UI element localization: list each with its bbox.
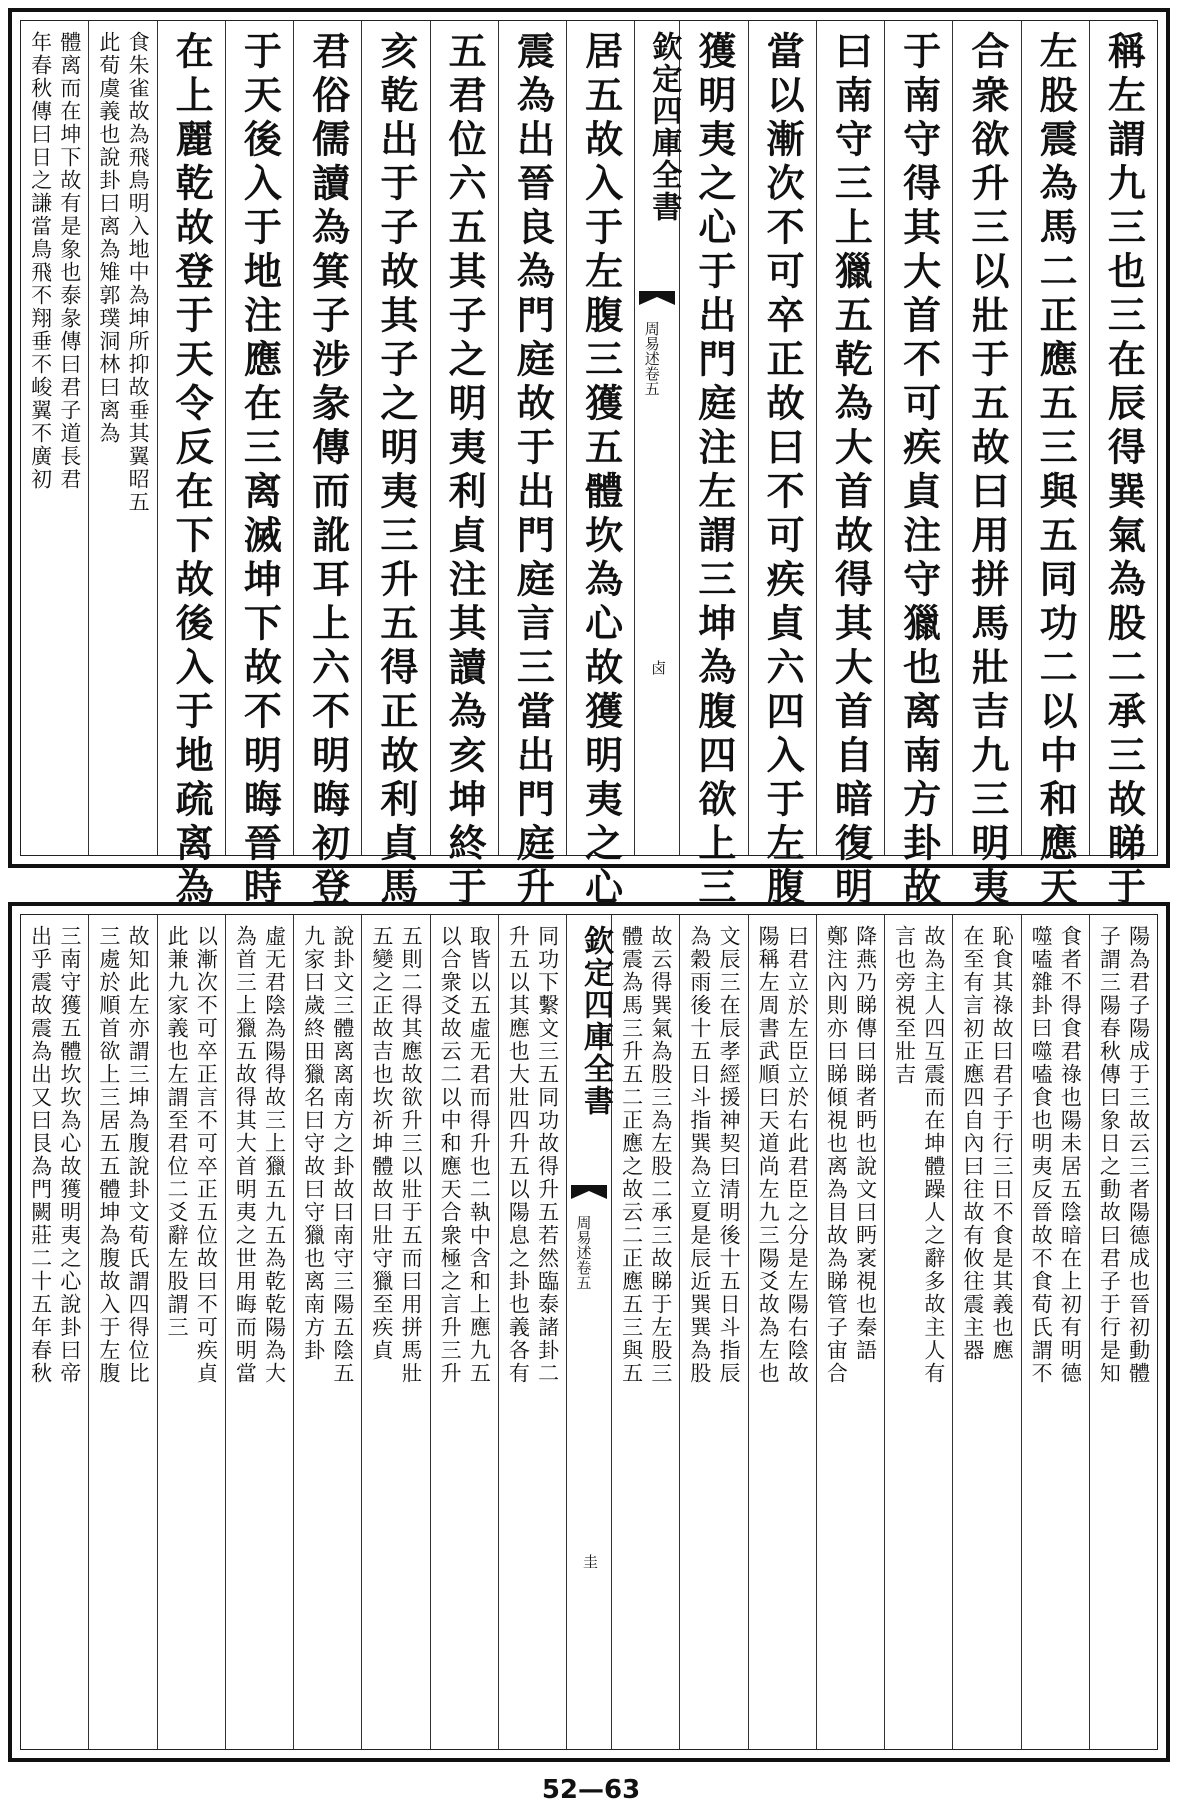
text-column (884, 21, 952, 911)
center-fold (634, 21, 682, 855)
fishtail-mark-icon (571, 1185, 607, 1207)
main-text-line: 在上麗乾故登于天令反在下故後入于地疏离為 (169, 31, 215, 911)
text-column (21, 21, 88, 855)
commentary-line: 此荀虞義也說卦曰离為雉郭璞洞林曰离為 (96, 31, 121, 445)
commentary-line: 以漸次不可卒正言不可卒正五位故曰不可疾貞 (194, 925, 219, 1385)
commentary-line: 恥食其祿故曰君子于行三日不食是其義也應 (990, 925, 1015, 1362)
main-text-line: 左股震為馬二正應五三與五同功二以中和應天 (1033, 31, 1079, 911)
commentary-line: 同功下繫文三五同功故得升五若然臨泰諸卦二 (535, 925, 560, 1385)
commentary-line: 年春秋傳曰日之謙當鳥飛不翔垂不峻翼不廣初 (28, 31, 53, 491)
main-text-line: 獲明夷之心于出門庭注左謂三坤為腹四欲上三 (691, 31, 737, 911)
text-column (430, 915, 498, 1749)
text-column (293, 21, 361, 911)
commentary-line: 文辰三在辰孝經援神契曰清明後十五日斗指辰 (717, 925, 742, 1385)
lower-page (8, 902, 1170, 1762)
commentary-line: 體震為馬三升五二正應之故云二正應五三與五 (619, 925, 644, 1385)
page-number: 52—63 (541, 1775, 641, 1805)
upper-columns (21, 21, 1157, 911)
text-column (952, 21, 1020, 911)
commentary-line: 鄭注內則亦曰睇傾視也离為目故為睇管子宙合 (824, 925, 849, 1385)
commentary-line: 言也旁視至壯吉 (892, 925, 917, 1086)
collection-title: 欽定四庫全書 (646, 31, 682, 223)
text-column (361, 915, 429, 1749)
commentary-line: 噬嗑雜卦曰噬嗑食也明夷反晉故不食荀氏謂不 (1029, 925, 1054, 1385)
text-column (952, 915, 1020, 1749)
commentary-line: 陽為君子陽成于三故云三者陽德成也晉初動體 (1126, 925, 1151, 1385)
text-column (748, 915, 816, 1749)
text-column (88, 21, 156, 855)
center-fold (566, 915, 611, 1749)
text-column (1021, 915, 1089, 1749)
commentary-line: 以合衆爻故云二以中和應天合衆極之言升三升 (438, 925, 463, 1385)
volume-label: 卷五 (642, 366, 661, 396)
book-title: 周易述 (642, 321, 661, 366)
text-column (225, 915, 293, 1749)
folio-number: 卤 (649, 660, 668, 675)
text-column (611, 915, 679, 1749)
commentary-line: 體离而在坤下故有是象也泰彖傳曰君子道長君 (57, 31, 82, 491)
commentary-line: 為穀雨後十五日斗指巽為立夏是辰近巽巽為股 (687, 925, 712, 1385)
lower-frame (20, 914, 1158, 1750)
text-column (884, 915, 952, 1749)
commentary-line: 為首三上獵五故得其大首明夷之世用晦而明當 (233, 925, 258, 1385)
upper-frame (20, 20, 1158, 911)
upper-page (8, 8, 1170, 911)
volume-label: 卷五 (574, 1260, 593, 1290)
lower-columns (21, 915, 1157, 1749)
commentary-line: 升五以其應也大壯四升五以陽息之卦也義各有 (506, 925, 531, 1385)
commentary-line: 五則二得其應故欲升三以壯于五而曰用拼馬壯 (399, 925, 424, 1385)
text-column (816, 21, 884, 911)
book-and-volume (575, 1215, 592, 1290)
main-text-line: 合衆欲升三以壯于五故曰用拼馬壯吉九三明夷 (964, 31, 1010, 911)
commentary-line: 三處於順首欲上三居五五體坤為腹故入于左腹 (96, 925, 121, 1385)
text-column (361, 21, 429, 911)
commentary-line: 九家曰歲終田獵名曰守故曰守獵也离南方卦 (301, 925, 326, 1362)
commentary-line: 降燕乃睇傳曰睇者眄也說文曰眄衺視也秦語 (853, 925, 878, 1362)
text-column (88, 915, 156, 1749)
commentary-line: 虛无君陰為陽得故三上獵五九五為乾乾陽為大 (262, 925, 287, 1385)
commentary-line: 在至有言初正應四自內曰往故有攸往震主器 (960, 925, 985, 1362)
main-text-line: 震為出晉良為門庭故于出門庭言三當出門庭升 (510, 31, 556, 911)
text-column (498, 915, 566, 1749)
fishtail-mark-icon (639, 291, 675, 313)
text-column (1089, 915, 1157, 1749)
text-column (225, 21, 293, 911)
commentary-line: 出乎震故震為出又曰艮為門闕莊二十五年春秋 (28, 925, 53, 1385)
main-text-line: 當以漸次不可卒正故曰不可疾貞六四入于左腹 (760, 31, 806, 911)
commentary-line: 五變之正故吉也坎祈坤體故曰壯守獵至疾貞 (369, 925, 394, 1362)
book-title: 周易述 (574, 1215, 593, 1260)
text-column (1021, 21, 1089, 911)
text-column (157, 915, 225, 1749)
text-column (816, 915, 884, 1749)
main-text-line: 稱左謂九三也三在辰得巽氣為股二承三故睇于 (1101, 31, 1147, 911)
commentary-line: 此兼九家義也左謂至君位二爻辭左股謂三 (165, 925, 190, 1339)
text-column (748, 21, 816, 911)
commentary-line: 曰君立於左臣立於右此君臣之分是左陽右陰故 (785, 925, 810, 1385)
text-column (157, 21, 225, 911)
text-column (1089, 21, 1157, 911)
main-text-line: 君俗儒讀為箕子涉彖傳而訛耳上六不明晦初登 (305, 31, 351, 911)
folio-number: 圭 (581, 1554, 599, 1569)
collection-title: 欽定四庫全書 (578, 925, 613, 1117)
main-text-line: 五君位六五其子之明夷利貞注其讀為亥坤終于 (442, 31, 488, 911)
main-text-line: 于天後入于地注應在三离滅坤下故不明晦晉時 (237, 31, 283, 911)
text-column (21, 915, 88, 1749)
main-text-line: 于南守得其大首不可疾貞注守獵也离南方卦故 (896, 31, 942, 911)
commentary-line: 故知此左亦謂三坤為腹說卦文荀氏謂四得位比 (126, 925, 151, 1385)
commentary-line: 陽稱左周書武順曰天道尚左九三陽爻故為左也 (756, 925, 781, 1385)
text-column (679, 21, 747, 911)
main-text-line: 亥乾出于子故其子之明夷三升五得正故利貞馬 (373, 31, 419, 911)
text-column (566, 21, 634, 911)
main-text-line: 居五故入于左腹三獲五體坎為心故獲明夷之心 (578, 31, 624, 911)
commentary-line: 食者不得食君祿也陽未居五陰暗在上初有明德 (1058, 925, 1083, 1385)
commentary-line: 故云得巽氣為股三為左股二承三故睇于左股三 (648, 925, 673, 1385)
commentary-line: 子謂三陽春秋傳曰象日之動故曰君子于行是知 (1097, 925, 1122, 1385)
text-column (679, 915, 747, 1749)
commentary-line: 取皆以五虛无君而得升也二執中含和上應九五 (467, 925, 492, 1385)
commentary-line: 食朱雀故為飛鳥明入地中為坤所抑故垂其翼昭五 (126, 31, 151, 514)
commentary-line: 故為主人四互震而在坤體躁人之辭多故主人有 (921, 925, 946, 1385)
commentary-line: 說卦文三體离离南方之卦故曰南守三陽五陰五 (330, 925, 355, 1385)
main-text-line: 曰南守三上獵五乾為大首故得其大首自暗復明 (828, 31, 874, 911)
text-column (430, 21, 498, 911)
book-and-volume (643, 321, 660, 396)
text-column (293, 915, 361, 1749)
text-column (498, 21, 566, 911)
commentary-line: 三南守獲五體坎坎為心故獲明夷之心說卦曰帝 (57, 925, 82, 1385)
